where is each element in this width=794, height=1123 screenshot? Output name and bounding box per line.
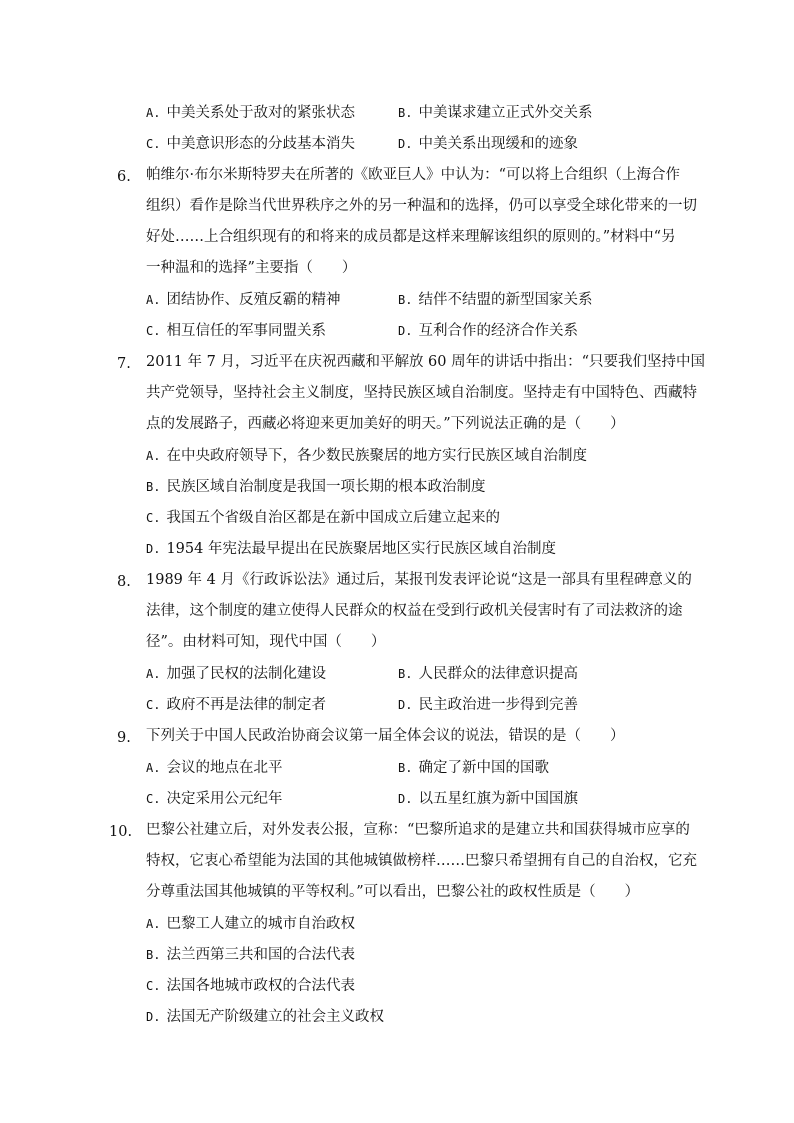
q6-stem-line: 帕维尔·布尔米斯特罗夫在所著的《欧亚巨人》中认为：“可以将上合组织（上海合作 <box>146 167 681 183</box>
q9-option-a: A. 会议的地点在北平 <box>146 760 283 776</box>
q5-option-c: C. 中美意识形态的分歧基本消失 <box>146 136 355 152</box>
q7-stem-line: 点的发展路子，西藏必将迎来更加美好的明天。”下列说法正确的是（ ） <box>146 416 625 432</box>
q10-stem-line: 巴黎公社建立后，对外发表公报，宣称：“巴黎所追求的是建立共和国获得城市应享的 <box>146 822 690 838</box>
q6-number: 6. <box>117 169 131 185</box>
q8-stem-line: 径”。由材料可知，现代中国（ ） <box>146 634 386 650</box>
q6-stem-line: 好处……上合组织现有的和将来的成员都是这样来理解该组织的原则的。”材料中“另 <box>146 229 676 245</box>
q5-option-b: B. 中美谋求建立正式外交关系 <box>398 105 593 121</box>
q10-stem-line: 特权，它衷心希望能为法国的其他城镇做榜样……巴黎只希望拥有自己的自治权，它充 <box>146 853 697 869</box>
q9-number: 9. <box>117 730 131 746</box>
q7-stem-line: 2011 年 7 月，习近平在庆祝西藏和平解放 60 周年的讲话中指出：“只要我们坚持中国 <box>146 354 706 370</box>
q8-option-b: B. 人民群众的法律意识提高 <box>398 666 578 682</box>
q9-option-b: B. 确定了新中国的国歌 <box>398 760 549 776</box>
q8-stem-line: 法律，这个制度的建立使得人民群众的权益在受到行政机关侵害时有了司法救济的途 <box>146 603 683 619</box>
q9-stem-line: 下列关于中国人民政治协商会议第一届全体会议的说法，错误的是（ ） <box>146 728 625 744</box>
q7-option-a: A. 在中央政府领导下，各少数民族聚居的地方实行民族区域自治制度 <box>146 448 587 464</box>
q10-option-d: D. 法国无产阶级建立的社会主义政权 <box>146 1009 384 1025</box>
q8-option-d: D. 民主政治进一步得到完善 <box>398 697 578 713</box>
q8-number: 8. <box>117 574 131 590</box>
q10-option-a: A. 巴黎工人建立的城市自治政权 <box>146 916 355 932</box>
q9-option-d: D. 以五星红旗为新中国国旗 <box>398 791 578 807</box>
q9-option-c: C. 决定采用公元纪年 <box>146 791 283 807</box>
q6-stem-line: 组织）看作是除当代世界秩序之外的另一种温和的选择，仍可以享受全球化带来的一切 <box>146 198 697 214</box>
q6-option-b: B. 结伴不结盟的新型国家关系 <box>398 292 593 308</box>
q6-option-c: C. 相互信任的军事同盟关系 <box>146 323 326 339</box>
q10-option-b: B. 法兰西第三共和国的合法代表 <box>146 947 355 963</box>
q5-option-d: D. 中美关系出现缓和的迹象 <box>398 136 578 152</box>
q10-option-c: C. 法国各地城市政权的合法代表 <box>146 978 355 994</box>
q7-option-d: D. 1954 年宪法最早提出在民族聚居地区实行民族区域自治制度 <box>146 541 556 557</box>
q7-option-c: C. 我国五个省级自治区都是在新中国成立后建立起来的 <box>146 510 500 526</box>
q5-option-a: A. 中美关系处于敌对的紧张状态 <box>146 105 355 121</box>
q7-option-b: B. 民族区域自治制度是我国一项长期的根本政治制度 <box>146 479 486 495</box>
q7-stem-line: 共产党领导，坚持社会主义制度，坚持民族区域自治制度。坚持走有中国特色、西藏特 <box>146 385 697 401</box>
q8-stem-line: 1989 年 4 月《行政诉讼法》通过后，某报刊发表评论说“这是一部具有里程碑意义的 <box>146 572 692 588</box>
q6-option-d: D. 互利合作的经济合作关系 <box>398 323 578 339</box>
q8-option-a: A. 加强了民权的法制化建设 <box>146 666 326 682</box>
q10-number: 10. <box>109 824 133 840</box>
q6-option-a: A. 团结协作、反殖反霸的精神 <box>146 292 341 308</box>
q7-number: 7. <box>117 356 131 372</box>
q8-option-c: C. 政府不再是法律的制定者 <box>146 697 326 713</box>
q10-stem-line: 分尊重法国其他城镇的平等权利。”可以看出，巴黎公社的政权性质是（ ） <box>146 884 640 900</box>
q6-stem-line: 一种温和的选择”主要指（ ） <box>146 260 357 276</box>
